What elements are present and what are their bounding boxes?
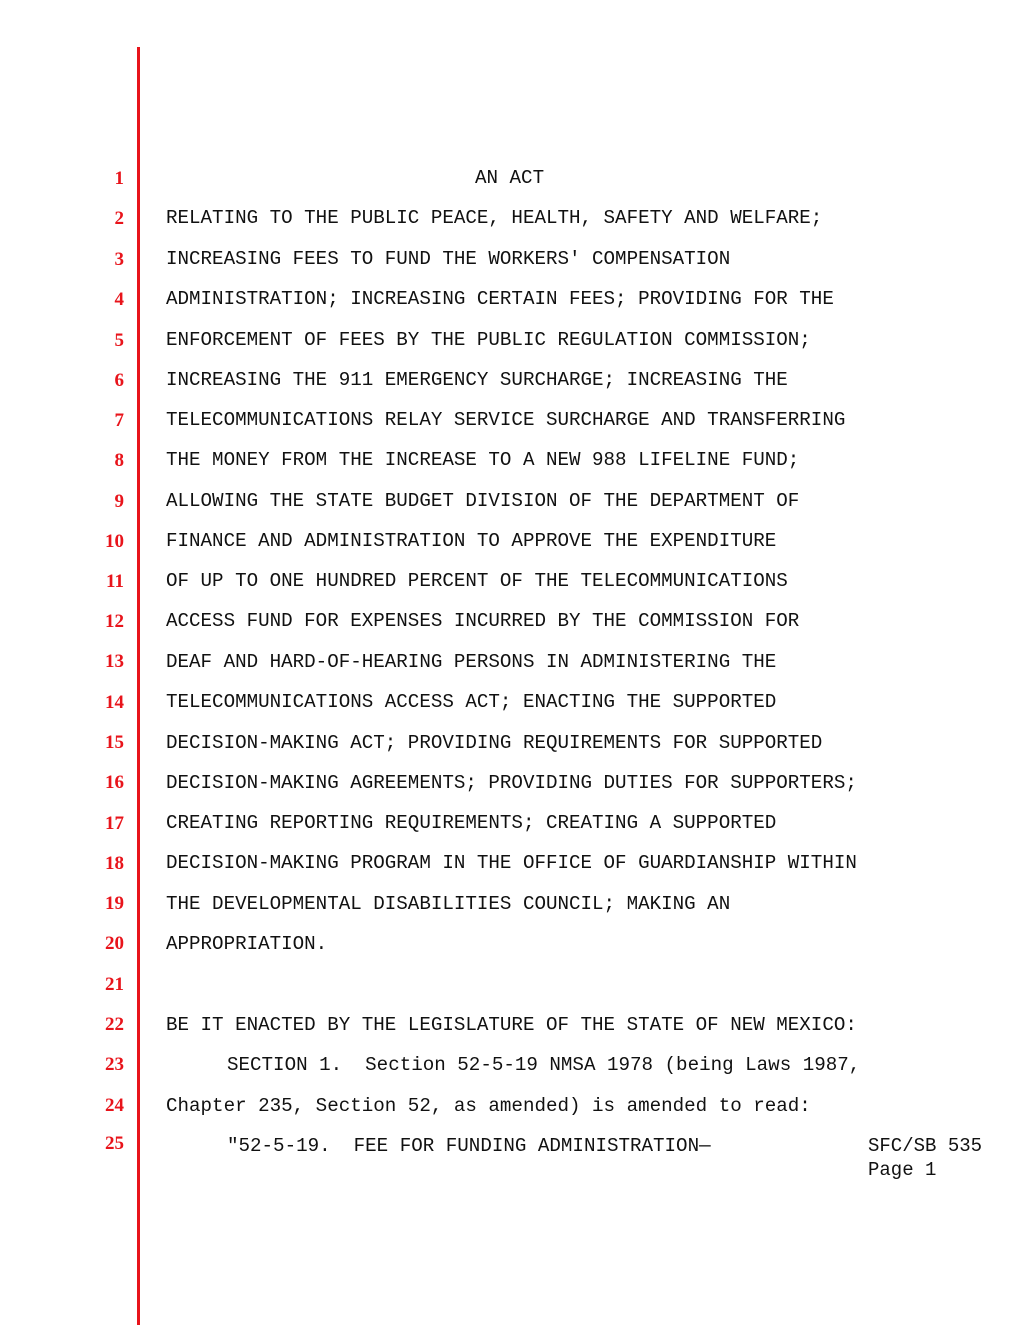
section-heading: SECTION 1. Section 52-5-19 NMSA 1978 (being Laws 1987, — [227, 1054, 861, 1076]
line-number: 16 — [105, 772, 124, 793]
title-line: ADMINISTRATION; INCREASING CERTAIN FEES; PROVIDING FOR THE — [166, 288, 834, 310]
title-line: APPROPRIATION. — [166, 933, 328, 955]
bill-id: SFC/SB 535 — [868, 1135, 983, 1157]
line-number: 11 — [106, 571, 124, 592]
section-subheading: "52-5-19. FEE FOR FUNDING ADMINISTRATION— — [227, 1135, 711, 1157]
title-line: DECISION-MAKING PROGRAM IN THE OFFICE OF GUARDIANSHIP WITHIN — [166, 852, 857, 874]
title-line: ENFORCEMENT OF FEES BY THE PUBLIC REGULATION COMMISSION; — [166, 329, 811, 351]
line-number: 5 — [114, 330, 124, 351]
line-number: 3 — [114, 249, 124, 270]
line-number: 9 — [114, 491, 124, 512]
line-number: 23 — [105, 1054, 124, 1075]
title-line: INCREASING THE 911 EMERGENCY SURCHARGE; INCREASING THE — [166, 369, 788, 391]
line-number: 4 — [114, 289, 124, 310]
line-number: 8 — [114, 450, 124, 471]
title-line: DEAF AND HARD-OF-HEARING PERSONS IN ADMINISTERING THE — [166, 651, 777, 673]
line-number: 20 — [105, 933, 124, 954]
line-number: 18 — [105, 853, 124, 874]
line-number: 19 — [105, 893, 124, 914]
title-line: TELECOMMUNICATIONS RELAY SERVICE SURCHARGE AND TRANSFERRING — [166, 409, 846, 431]
line-number: 24 — [105, 1095, 124, 1116]
title-line: RELATING TO THE PUBLIC PEACE, HEALTH, SAFETY AND WELFARE; — [166, 207, 823, 229]
line-number: 22 — [105, 1014, 124, 1035]
margin-rule — [137, 47, 140, 1325]
line-number: 2 — [114, 208, 124, 229]
line-number: 21 — [105, 974, 124, 995]
title-line: ACCESS FUND FOR EXPENSES INCURRED BY THE COMMISSION FOR — [166, 610, 800, 632]
line-number: 1 — [114, 168, 124, 189]
section-text: Chapter 235, Section 52, as amended) is amended to read: — [166, 1095, 811, 1117]
line-number: 14 — [105, 692, 124, 713]
title-line: TELECOMMUNICATIONS ACCESS ACT; ENACTING THE SUPPORTED — [166, 691, 777, 713]
line-number-gutter — [0, 0, 124, 1325]
title-line: DECISION-MAKING AGREEMENTS; PROVIDING DUTIES FOR SUPPORTERS; — [166, 772, 857, 794]
title-line: ALLOWING THE STATE BUDGET DIVISION OF THE DEPARTMENT OF — [166, 490, 800, 512]
line-number: 10 — [105, 531, 124, 552]
line-number: 6 — [114, 370, 124, 391]
line-number: 25 — [105, 1133, 124, 1154]
title-line: DECISION-MAKING ACT; PROVIDING REQUIREMENTS FOR SUPPORTED — [166, 732, 823, 754]
line-number: 17 — [105, 813, 124, 834]
page-number: Page 1 — [868, 1159, 937, 1181]
document-title: AN ACT — [475, 167, 545, 189]
line-number: 7 — [114, 410, 124, 431]
line-number: 15 — [105, 732, 124, 753]
line-number: 12 — [105, 611, 124, 632]
page-footer — [868, 1134, 982, 1182]
title-line: OF UP TO ONE HUNDRED PERCENT OF THE TELECOMMUNICATIONS — [166, 570, 788, 592]
title-line: THE DEVELOPMENTAL DISABILITIES COUNCIL; MAKING AN — [166, 893, 731, 915]
title-line: THE MONEY FROM THE INCREASE TO A NEW 988 LIFELINE FUND; — [166, 449, 800, 471]
title-line: INCREASING FEES TO FUND THE WORKERS' COMPENSATION — [166, 248, 731, 270]
title-line: FINANCE AND ADMINISTRATION TO APPROVE THE EXPENDITURE — [166, 530, 777, 552]
enacting-clause: BE IT ENACTED BY THE LEGISLATURE OF THE STATE OF NEW MEXICO: — [166, 1014, 857, 1036]
title-line: CREATING REPORTING REQUIREMENTS; CREATING A SUPPORTED — [166, 812, 777, 834]
line-number: 13 — [105, 651, 124, 672]
